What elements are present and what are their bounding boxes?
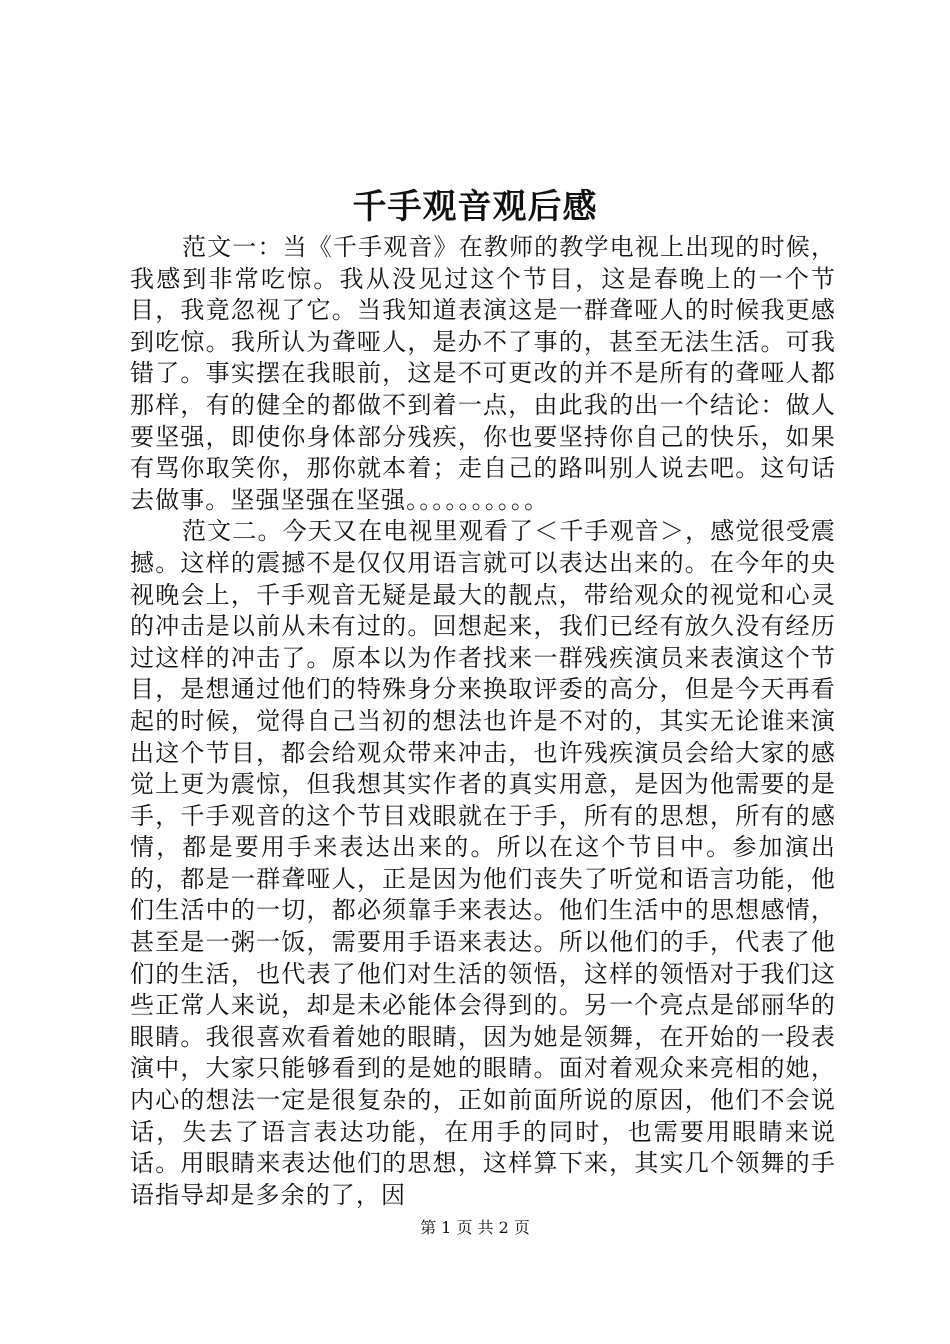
page-footer: 第 1 页 共 2 页 [420, 1218, 530, 1237]
paragraph-sample-one: 范文一：当《千手观音》在教师的教学电视上出现的时候，我感到非常吃惊。我从没见过这个节目，这是春晚上的一个节目，我竟忽视了它。当我知道表演这是一群聋哑人的时候我更感到吃惊。我所认为聋哑人，是办不了事的，甚至无法生活。可我错了。事实摆在我眼前，这是不可更改的并不是所有的聋哑人都那样，有的健全的都做不到着一点，由此我的出一个结论：做人要坚强，即使你身体部分残疾，你也要坚持你自己的快乐，如果有骂你取笑你，那你就本着；走自己的路叫别人说去吧。这句话去做事。坚强坚强在坚强。。。。。。。。。。 [130, 233, 836, 514]
paragraph-sample-two: 范文二。今天又在电视里观看了＜千手观音＞，感觉很受震撼。这样的震撼不是仅仅用语言就可以表达出来的。在今年的央视晚会上，千手观音无疑是最大的靓点，带给观众的视觉和心灵的冲击是以前从未有过的。回想起来，我们已经有放久没有经历过这样的冲击了。原本以为作者找来一群残疾演员来表演这个节目，是想通过他们的特殊身分来换取评委的高分，但是今天再看起的时候，觉得自己当初的想法也许是不对的，其实无论谁来演出这个节目，都会给观众带来冲击，也许残疾演员会给大家的感觉上更为震惊，但我想其实作者的真实用意，是因为他需要的是手，千手观音的这个节目戏眼就在于手，所有的思想，所有的感情，都是要用手来表达出来的。所以在这个节目中。参加演出的，都是一群聋哑人，正是因为他们丧失了听觉和语言功能，他们生活中的一切，都必须靠手来表达。他们生活中的思想感情，甚至是一粥一饭，需要用手语来表达。所以他们的手，代表了他们的生活，也代表了他们对生活的领悟，这样的领悟对于我们这些正常人来说，却是未必能体会得到的。另一个亮点是邰丽华的眼睛。我很喜欢看着她的眼睛，因为她是领舞，在开始的一段表演中，大家只能够看到的是她的眼睛。面对着观众来亮相的她，内心的想法一定是很复杂的，正如前面所说的原因，他们不会说话，失去了语言表达功能，在用手的同时，也需要用眼睛来说话。用眼睛来表达他们的思想，这样算下来，其实几个领舞的手语指导却是多余的了，因 [130, 517, 836, 1209]
document-title: 千手观音观后感 [352, 187, 598, 227]
document-body [130, 232, 836, 1211]
